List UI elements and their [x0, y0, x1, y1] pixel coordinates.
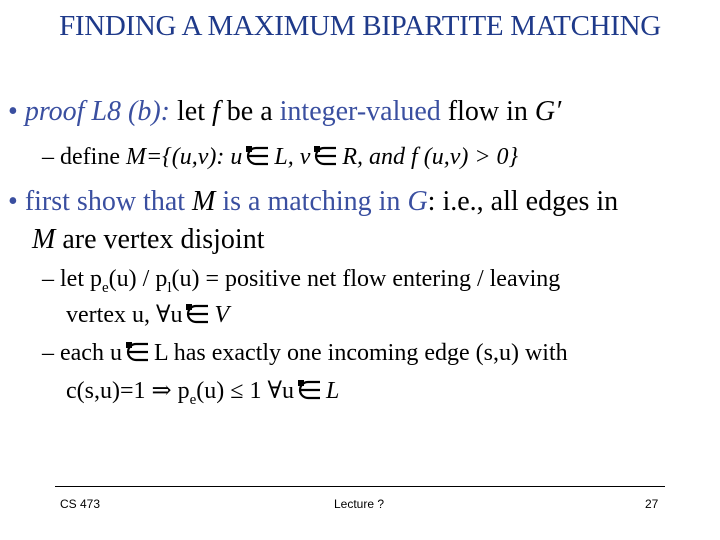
text: flow in — [440, 96, 535, 127]
subscript: e — [102, 279, 109, 296]
text: first show that — [24, 186, 193, 217]
var-m: M — [192, 186, 216, 217]
text: (u) ≤ 1 ∀u — [196, 378, 294, 404]
proof-label: proof L8 (b): — [24, 96, 170, 127]
text: let p — [60, 266, 102, 292]
subscript: e — [189, 391, 197, 408]
sub-bullet-2-cont — [66, 300, 229, 329]
var-g: G′ — [534, 96, 562, 127]
footer-course: CS 473 — [60, 497, 101, 511]
bullet-dot: • — [8, 96, 18, 127]
var-m: M — [32, 224, 56, 255]
footer-divider — [55, 486, 665, 487]
sub-bullet-3 — [42, 340, 568, 367]
text: : i.e., all edges in — [427, 186, 619, 217]
text: L has exactly one incoming edge (s,u) with — [153, 340, 568, 366]
text: define — [60, 144, 126, 170]
bullet-2-cont — [32, 224, 264, 256]
footer-lecture: Lecture ? — [334, 497, 385, 511]
highlight-text: integer-valued — [279, 96, 441, 127]
math: R, and f (u,v) > 0} — [342, 144, 519, 170]
text: (u) / p — [108, 266, 168, 292]
subscript: l — [167, 279, 172, 296]
text: c(s,u)=1 ⇒ p — [66, 378, 190, 404]
sub-bullet-1 — [42, 144, 518, 171]
bullet-1 — [8, 96, 561, 128]
dash: – — [42, 144, 54, 170]
var-g: G — [407, 186, 428, 217]
text: is a matching in — [215, 186, 408, 217]
math: M={(u,v): u — [125, 144, 243, 170]
text: let — [170, 96, 212, 127]
math: L, v — [274, 144, 311, 170]
element-of-icon — [246, 145, 270, 167]
text: are vertex disjoint — [55, 224, 265, 255]
footer-page-number: 27 — [645, 497, 659, 511]
text: be a — [219, 96, 280, 127]
slide-title: FINDING A MAXIMUM BIPARTITE MATCHING — [59, 10, 661, 42]
sub-bullet-2 — [42, 266, 560, 297]
text: each u — [60, 340, 122, 366]
element-of-icon — [126, 341, 150, 363]
sub-bullet-3-cont — [66, 376, 339, 409]
element-of-icon — [298, 379, 322, 401]
dash: – — [42, 340, 54, 366]
math: V — [214, 302, 230, 328]
element-of-icon — [186, 303, 210, 325]
var-f: f — [212, 96, 220, 127]
element-of-icon — [314, 145, 338, 167]
dash: – — [42, 266, 54, 292]
text: vertex u, ∀u — [66, 302, 183, 328]
text: (u) = positive net flow entering / leaving — [171, 266, 561, 292]
bullet-dot: • — [8, 186, 18, 217]
math: L — [325, 378, 340, 404]
bullet-2 — [8, 186, 618, 218]
